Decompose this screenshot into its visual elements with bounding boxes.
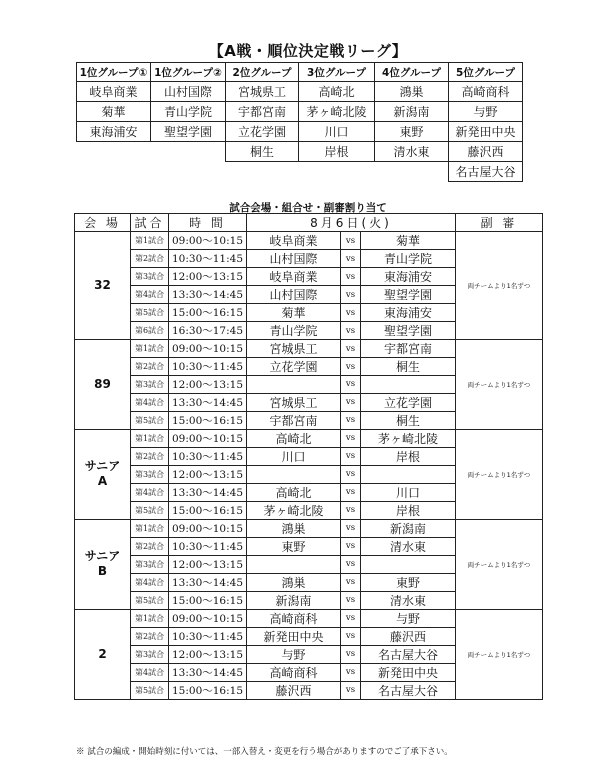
match-time: 12:00～13:15	[169, 465, 247, 483]
away-team: 東野	[361, 573, 456, 591]
group-team: 茅ヶ崎北陵	[299, 102, 375, 122]
venue-label: 89	[94, 376, 111, 391]
match-row	[75, 519, 543, 537]
group-team: 東野	[375, 122, 449, 142]
venue-label: 2	[98, 646, 107, 661]
vs-label: vs	[341, 340, 361, 358]
match-number: 第1試合	[131, 429, 169, 447]
group-row	[77, 122, 523, 142]
match-time: 13:30～14:45	[169, 286, 247, 304]
header-match: 試合	[131, 214, 169, 232]
venue-label-sub: A	[97, 474, 108, 489]
group-team: 清水東	[375, 142, 449, 162]
group-team: 新発田中央	[449, 122, 523, 142]
home-team: 宮城県工	[247, 340, 341, 358]
home-team: 藤沢西	[247, 681, 341, 699]
vs-label: vs	[341, 304, 361, 322]
match-number: 第1試合	[131, 609, 169, 627]
away-team: 清水東	[361, 537, 456, 555]
home-team: 青山学院	[247, 322, 341, 340]
match-number: 第5試合	[131, 591, 169, 609]
vs-label: vs	[341, 232, 361, 250]
match-time: 10:30～11:45	[169, 250, 247, 268]
venue-name	[75, 519, 131, 609]
group-team: 名古屋大谷	[449, 162, 523, 182]
match-time: 16:30～17:45	[169, 322, 247, 340]
away-team: 清水東	[361, 591, 456, 609]
away-team: 与野	[361, 609, 456, 627]
page-title: 【A戦・順位決定戦リーグ】	[208, 42, 408, 60]
match-row	[75, 232, 543, 250]
group-empty	[77, 162, 151, 182]
venue-name	[75, 609, 131, 699]
group-row	[77, 142, 523, 162]
group-team: 藤沢西	[449, 142, 523, 162]
home-team: 岐阜商業	[247, 232, 341, 250]
vs-label: vs	[341, 411, 361, 429]
vs-label: vs	[341, 555, 361, 573]
group-team: 与野	[449, 102, 523, 122]
group-team: 山村国際	[151, 82, 226, 102]
match-time: 13:30～14:45	[169, 573, 247, 591]
vs-label: vs	[341, 250, 361, 268]
group-team: 菊華	[77, 102, 151, 122]
header-venue: 会 場	[75, 214, 131, 232]
vs-label: vs	[341, 663, 361, 681]
group-team: 新潟南	[375, 102, 449, 122]
match-number: 第6試合	[131, 322, 169, 340]
match-time: 12:00～13:15	[169, 268, 247, 286]
home-team: 川口	[247, 447, 341, 465]
venue-label-sub: B	[97, 564, 108, 579]
vs-label: vs	[341, 447, 361, 465]
group-header: 2位グループ	[226, 63, 299, 82]
home-team: 高崎商科	[247, 609, 341, 627]
match-number: 第4試合	[131, 483, 169, 501]
away-team: 菊華	[361, 232, 456, 250]
venue-label: サニア	[84, 459, 121, 474]
group-empty	[151, 142, 226, 162]
match-number: 第2試合	[131, 447, 169, 465]
group-row	[77, 102, 523, 122]
group-row	[77, 82, 523, 102]
vs-label: vs	[341, 286, 361, 304]
venue-name	[75, 429, 131, 519]
match-time: 15:00～16:15	[169, 591, 247, 609]
home-team: 立花学園	[247, 358, 341, 376]
venue-label: 32	[94, 278, 111, 292]
vs-label: vs	[341, 591, 361, 609]
referee-assignment: 両チームより1名ずつ	[456, 519, 543, 609]
group-empty	[226, 162, 299, 182]
referee-assignment: 両チームより1名ずつ	[456, 609, 543, 699]
match-time: 13:30～14:45	[169, 663, 247, 681]
match-number: 第5試合	[131, 681, 169, 699]
match-time: 10:30～11:45	[169, 447, 247, 465]
match-number: 第5試合	[131, 304, 169, 322]
match-number: 第3試合	[131, 555, 169, 573]
home-team: 宇都宮南	[247, 411, 341, 429]
away-team: 聖望学園	[361, 322, 456, 340]
match-number: 第3試合	[131, 645, 169, 663]
group-empty	[151, 162, 226, 182]
away-team: 東海浦安	[361, 304, 456, 322]
schedule-table	[74, 213, 543, 700]
schedule-header-row	[75, 214, 543, 232]
match-number: 第5試合	[131, 501, 169, 519]
group-header: 1位グループ②	[151, 63, 226, 82]
group-header-row	[77, 63, 523, 82]
home-team: 高崎北	[247, 429, 341, 447]
away-team: 川口	[361, 483, 456, 501]
vs-label: vs	[341, 573, 361, 591]
match-time: 10:30～11:45	[169, 627, 247, 645]
away-team: 岸根	[361, 501, 456, 519]
away-team: 聖望学園	[361, 286, 456, 304]
away-team: 新発田中央	[361, 663, 456, 681]
referee-assignment: 両チームより1名ずつ	[456, 429, 543, 519]
match-number: 第2試合	[131, 250, 169, 268]
match-time: 09:00～10:15	[169, 340, 247, 358]
match-row	[75, 429, 543, 447]
group-table	[76, 62, 523, 182]
match-number: 第4試合	[131, 286, 169, 304]
home-team: 高崎商科	[247, 663, 341, 681]
match-time: 13:30～14:45	[169, 393, 247, 411]
away-team	[361, 376, 456, 394]
match-number: 第2試合	[131, 358, 169, 376]
match-number: 第1試合	[131, 519, 169, 537]
match-number: 第3試合	[131, 465, 169, 483]
vs-label: vs	[341, 429, 361, 447]
away-team: 宇都宮南	[361, 340, 456, 358]
away-team: 名古屋大谷	[361, 681, 456, 699]
group-header: 3位グループ	[299, 63, 375, 82]
home-team: 新潟南	[247, 591, 341, 609]
home-team: 岐阜商業	[247, 268, 341, 286]
group-team: 鴻巣	[375, 82, 449, 102]
group-team: 高崎商科	[449, 82, 523, 102]
match-row	[75, 609, 543, 627]
group-team: 宇都宮南	[226, 102, 299, 122]
vs-label: vs	[341, 268, 361, 286]
venue-name	[75, 232, 131, 340]
home-team: 山村国際	[247, 250, 341, 268]
away-team: 桐生	[361, 411, 456, 429]
match-number: 第3試合	[131, 376, 169, 394]
group-header: 4位グループ	[375, 63, 449, 82]
away-team: 藤沢西	[361, 627, 456, 645]
group-empty	[77, 142, 151, 162]
match-time: 10:30～11:45	[169, 358, 247, 376]
away-team: 茅ヶ崎北陵	[361, 429, 456, 447]
home-team	[247, 376, 341, 394]
match-number: 第1試合	[131, 232, 169, 250]
home-team: 茅ヶ崎北陵	[247, 501, 341, 519]
group-team: 宮城県工	[226, 82, 299, 102]
group-team: 青山学院	[151, 102, 226, 122]
group-team: 高崎北	[299, 82, 375, 102]
home-team	[247, 465, 341, 483]
group-team: 岸根	[299, 142, 375, 162]
group-team: 立花学園	[226, 122, 299, 142]
away-team: 名古屋大谷	[361, 645, 456, 663]
match-number: 第2試合	[131, 627, 169, 645]
home-team: 与野	[247, 645, 341, 663]
vs-label: vs	[341, 609, 361, 627]
home-team: 宮城県工	[247, 393, 341, 411]
vs-label: vs	[341, 645, 361, 663]
schedule-title: 試合会場・組合せ・副審割り当て	[229, 202, 387, 214]
away-team: 桐生	[361, 358, 456, 376]
group-team: 聖望学園	[151, 122, 226, 142]
home-team: 菊華	[247, 304, 341, 322]
group-team: 桐生	[226, 142, 299, 162]
header-referee: 副 審	[456, 214, 543, 232]
schedule-body	[75, 232, 543, 700]
vs-label: vs	[341, 483, 361, 501]
vs-label: vs	[341, 681, 361, 699]
match-time: 10:30～11:45	[169, 537, 247, 555]
group-team: 川口	[299, 122, 375, 142]
match-time: 12:00～13:15	[169, 376, 247, 394]
match-time: 12:00～13:15	[169, 555, 247, 573]
match-number: 第4試合	[131, 573, 169, 591]
home-team	[247, 555, 341, 573]
away-team	[361, 555, 456, 573]
match-time: 15:00～16:15	[169, 411, 247, 429]
vs-label: vs	[341, 358, 361, 376]
away-team: 新潟南	[361, 519, 456, 537]
group-empty	[299, 162, 375, 182]
vs-label: vs	[341, 537, 361, 555]
home-team: 鴻巣	[247, 573, 341, 591]
match-number: 第5試合	[131, 411, 169, 429]
header-time: 時 間	[169, 214, 247, 232]
referee-assignment: 両チームより1名ずつ	[456, 232, 543, 340]
match-time: 15:00～16:15	[169, 501, 247, 519]
match-time: 15:00～16:15	[169, 681, 247, 699]
vs-label: vs	[341, 376, 361, 394]
away-team: 立花学園	[361, 393, 456, 411]
match-time: 09:00～10:15	[169, 609, 247, 627]
home-team: 山村国際	[247, 286, 341, 304]
vs-label: vs	[341, 465, 361, 483]
home-team: 鴻巣	[247, 519, 341, 537]
match-time: 09:00～10:15	[169, 232, 247, 250]
vs-label: vs	[341, 501, 361, 519]
match-row	[75, 340, 543, 358]
vs-label: vs	[341, 393, 361, 411]
group-team: 東海浦安	[77, 122, 151, 142]
match-time: 13:30～14:45	[169, 483, 247, 501]
group-header: 5位グループ	[449, 63, 523, 82]
header-date: 8月6日(火)	[247, 214, 456, 232]
match-time: 12:00～13:15	[169, 645, 247, 663]
vs-label: vs	[341, 627, 361, 645]
vs-label: vs	[341, 519, 361, 537]
match-time: 09:00～10:15	[169, 429, 247, 447]
away-team	[361, 465, 456, 483]
away-team: 岸根	[361, 447, 456, 465]
match-number: 第4試合	[131, 663, 169, 681]
venue-name	[75, 340, 131, 430]
home-team: 東野	[247, 537, 341, 555]
match-number: 第1試合	[131, 340, 169, 358]
away-team: 東海浦安	[361, 268, 456, 286]
match-number: 第2試合	[131, 537, 169, 555]
match-time: 09:00～10:15	[169, 519, 247, 537]
footnote: ※ 試合の編成・開始時刻に付いては、一部入替え・変更を行う場合がありますのでご了承下さい。	[76, 747, 453, 757]
vs-label: vs	[341, 322, 361, 340]
match-number: 第4試合	[131, 393, 169, 411]
venue-label: サニア	[84, 549, 121, 564]
match-number: 第3試合	[131, 268, 169, 286]
referee-assignment: 両チームより1名ずつ	[456, 340, 543, 430]
group-header: 1位グループ①	[77, 63, 151, 82]
match-time: 15:00～16:15	[169, 304, 247, 322]
home-team: 新発田中央	[247, 627, 341, 645]
home-team: 高崎北	[247, 483, 341, 501]
away-team: 青山学院	[361, 250, 456, 268]
group-empty	[375, 162, 449, 182]
group-team: 岐阜商業	[77, 82, 151, 102]
group-row	[77, 162, 523, 182]
